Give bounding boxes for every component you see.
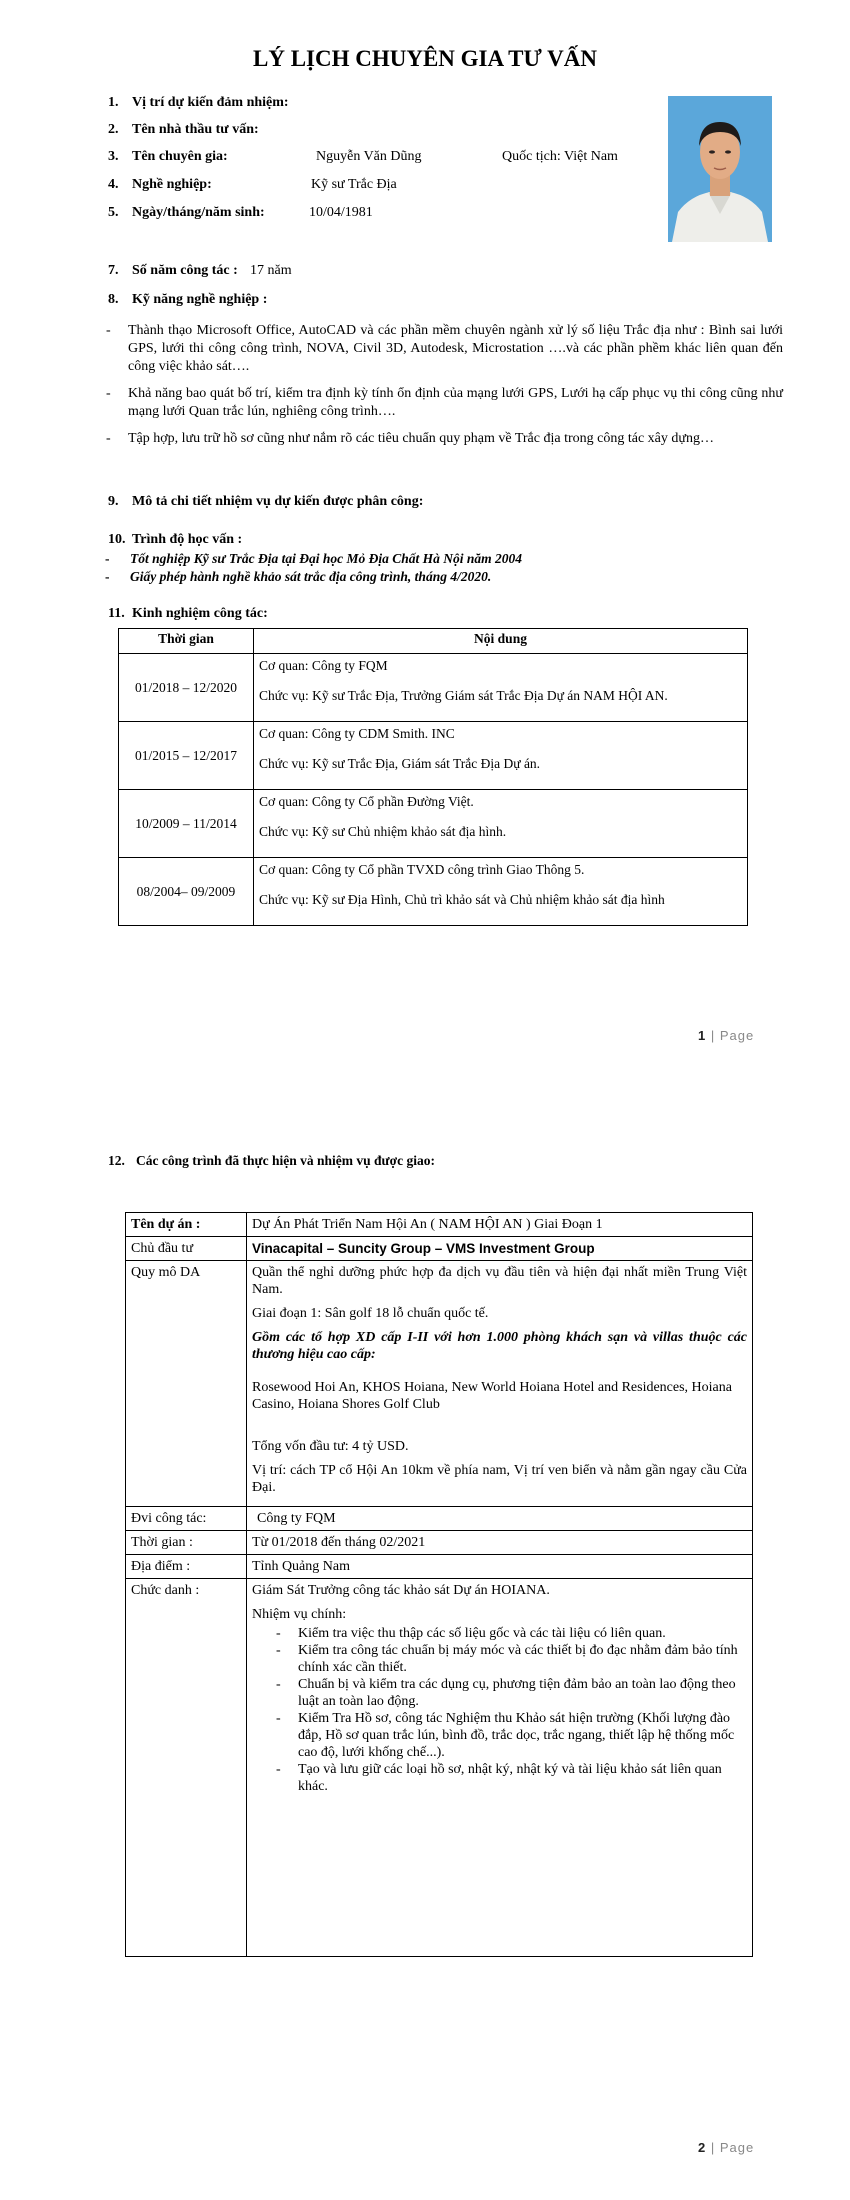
education-item: - Tốt nghiệp Kỹ sư Trắc Địa tại Đại học Mỏ Địa Chất Hà Nội năm 2004 bbox=[105, 551, 522, 566]
duties-content bbox=[247, 1579, 753, 1957]
education-num: 10. bbox=[108, 532, 126, 547]
education-item-text: Tốt nghiệp Kỹ sư Trắc Địa tại Đại học Mỏ Địa Chất Hà Nội năm 2004 bbox=[130, 551, 522, 566]
page-word: Page bbox=[719, 1028, 755, 1043]
field-name-label: Tên chuyên gia: bbox=[132, 149, 228, 164]
table-row bbox=[119, 654, 748, 722]
duties-list bbox=[252, 1625, 747, 1795]
page-number-sep: | bbox=[706, 1028, 720, 1043]
table-row bbox=[126, 1507, 753, 1531]
skill-item: - Khả năng bao quát bố trí, kiểm tra định kỳ tính ổn định của mạng lưới GPS, Lưới hạ cấp phục vụ thi công cũng như mạng lưới Quan trắc lún, nghiêng công trình…. bbox=[128, 385, 783, 421]
scale-spacer bbox=[252, 1420, 747, 1438]
row-content bbox=[254, 722, 748, 790]
table-row bbox=[119, 722, 748, 790]
table-row bbox=[126, 1555, 753, 1579]
row-content bbox=[254, 858, 748, 926]
row-role: Chức vụ: Kỹ sư Trắc Địa, Giám sát Trắc Địa Dự án. bbox=[259, 756, 541, 771]
skills-heading: Kỹ năng nghề nghiệp : bbox=[132, 292, 268, 307]
project-table bbox=[125, 1212, 753, 1957]
scale-text: Tổng vốn đầu tư: 4 tỷ USD. bbox=[252, 1439, 409, 1454]
col-content-header: Nội dung bbox=[254, 629, 748, 654]
duties-label: Nhiệm vụ chính: bbox=[252, 1607, 347, 1622]
row-org: Cơ quan: Công ty Cổ phần TVXD công trình Giao Thông 5. bbox=[259, 862, 585, 877]
row-role: Chức vụ: Kỹ sư Địa Hình, Chủ trì khảo sát và Chủ nhiệm khảo sát địa hình bbox=[259, 892, 665, 907]
title-label: Chức danh : bbox=[126, 1579, 247, 1957]
tasks-heading: Mô tả chi tiết nhiệm vụ dự kiến được phân công: bbox=[132, 494, 424, 509]
field-num: 2. bbox=[108, 122, 119, 137]
experience-table bbox=[118, 628, 748, 926]
years-label: Số năm công tác : bbox=[132, 263, 238, 278]
list-item: - Chuẩn bị và kiểm tra các dụng cụ, phương tiện đảm bảo an toàn lao động theo luật an toàn lao động. bbox=[298, 1676, 747, 1710]
projects-num: 12. bbox=[108, 1153, 125, 1168]
skill-item: - Thành thạo Microsoft Office, AutoCAD và các phần mềm chuyên ngành xử lý số liệu Trắc địa như : Bình sai lưới GPS, lưới thi công công trình, NOVA, Civil 3D, Autodesk, Microstation ….và các phần phềm khác liên quan đến công việc khảo sát…. bbox=[128, 322, 783, 376]
row-org: Cơ quan: Công ty CDM Smith. INC bbox=[259, 726, 455, 741]
skills-num: 8. bbox=[108, 292, 119, 307]
list-item: - Kiểm Tra Hồ sơ, công tác Nghiệm thu Khảo sát hiện trường (Khối lượng đào đắp, Hồ sơ quan trắc lún, bình đồ, trắc dọc, trắc ngang, thiết lập hệ thống mốc cao độ, lưới khống chế...). bbox=[298, 1710, 747, 1761]
page-number-value: 2 bbox=[698, 2140, 707, 2155]
scale-content bbox=[247, 1261, 753, 1507]
owner-label: Chủ đầu tư bbox=[126, 1237, 247, 1261]
table-row bbox=[119, 790, 748, 858]
portrait-photo bbox=[668, 96, 772, 242]
table-row bbox=[126, 1579, 753, 1957]
place-label: Địa điểm : bbox=[126, 1555, 247, 1579]
experience-header-row bbox=[119, 629, 748, 654]
experience-num: 11. bbox=[108, 606, 125, 621]
row-org: Cơ quan: Công ty FQM bbox=[259, 658, 388, 673]
owner-value: Vinacapital – Suncity Group – VMS Investment Group bbox=[247, 1237, 753, 1261]
row-role: Chức vụ: Kỹ sư Chủ nhiệm khảo sát địa hình. bbox=[259, 824, 507, 839]
scale-label: Quy mô DA bbox=[126, 1261, 247, 1507]
unit-label: Đvi công tác: bbox=[126, 1507, 247, 1531]
skills-list bbox=[128, 322, 783, 457]
row-org: Cơ quan: Công ty Cổ phần Đường Việt. bbox=[259, 794, 474, 809]
education-item-text: Giấy phép hành nghề khảo sát trắc địa công trình, tháng 4/2020. bbox=[130, 569, 492, 584]
experience-heading: Kinh nghiệm công tác: bbox=[132, 606, 268, 621]
scale-text: Rosewood Hoi An, KHOS Hoiana, New World Hoiana Hotel and Residences, Hoiana Casino, Hoiana Shores Golf Club bbox=[252, 1380, 732, 1412]
page-word: Page bbox=[719, 2140, 755, 2155]
list-item: - Tạo và lưu giữ các loại hồ sơ, nhật ký, nhật ký và tài liệu khảo sát liên quan khác. bbox=[298, 1761, 747, 1795]
years-value: 17 năm bbox=[250, 263, 292, 278]
field-nationality: Quốc tịch: Việt Nam bbox=[502, 149, 618, 164]
page-number-sep: | bbox=[706, 2140, 720, 2155]
project-label: Tên dự án : bbox=[126, 1213, 247, 1237]
field-num: 5. bbox=[108, 205, 119, 220]
row-time: 08/2004– 09/2009 bbox=[119, 858, 254, 926]
table-row bbox=[126, 1213, 753, 1237]
education-heading: Trình độ học vấn : bbox=[132, 532, 243, 547]
field-num: 3. bbox=[108, 149, 119, 164]
field-profession-value: Kỹ sư Trắc Địa bbox=[311, 177, 397, 192]
row-time: 10/2009 – 11/2014 bbox=[119, 790, 254, 858]
table-row bbox=[126, 1531, 753, 1555]
row-time: 01/2015 – 12/2017 bbox=[119, 722, 254, 790]
unit-value: Công ty FQM bbox=[247, 1507, 753, 1531]
skill-item: - Tập hợp, lưu trữ hồ sơ cũng như nắm rõ các tiêu chuẩn quy phạm về Trắc địa trong công tác xây dựng… bbox=[128, 430, 783, 448]
field-num: 4. bbox=[108, 177, 119, 192]
page-number-value: 1 bbox=[698, 1028, 707, 1043]
field-birthdate-label: Ngày/tháng/năm sinh: bbox=[132, 205, 265, 220]
project-name: Dự Án Phát Triển Nam Hội An ( NAM HỘI AN ) Giai Đoạn 1 bbox=[247, 1213, 753, 1237]
row-content bbox=[254, 654, 748, 722]
scale-text: Quần thể nghỉ dưỡng phức hợp đa dịch vụ đầu tiên và hiện đại nhất miền Trung Việt Nam. bbox=[252, 1265, 747, 1297]
education-item: - Giấy phép hành nghề khảo sát trắc địa công trình, tháng 4/2020. bbox=[105, 569, 492, 584]
row-role: Chức vụ: Kỹ sư Trắc Địa, Trưởng Giám sát Trắc Địa Dự án NAM HỘI AN. bbox=[259, 688, 668, 703]
document-title: LÝ LỊCH CHUYÊN GIA TƯ VẤN bbox=[253, 46, 597, 71]
table-row bbox=[119, 858, 748, 926]
row-time: 01/2018 – 12/2020 bbox=[119, 654, 254, 722]
scale-text: Vị trí: cách TP cổ Hội An 10km về phía nam, Vị trí ven biển và nằm gần ngay cầu Cửa Đại. bbox=[252, 1463, 747, 1495]
col-time-header: Thời gian bbox=[119, 629, 254, 654]
time-value: Từ 01/2018 đến tháng 02/2021 bbox=[247, 1531, 753, 1555]
field-position-label: Vị trí dự kiến đảm nhiệm: bbox=[132, 95, 289, 110]
list-item: - Kiểm tra công tác chuẩn bị máy móc và các thiết bị đo đạc nhằm đảm bảo tính chính xác cần thiết. bbox=[298, 1642, 747, 1676]
field-birthdate-value: 10/04/1981 bbox=[309, 205, 373, 220]
table-row bbox=[126, 1237, 753, 1261]
field-contractor-label: Tên nhà thầu tư vấn: bbox=[132, 122, 259, 137]
place-value: Tỉnh Quảng Nam bbox=[247, 1555, 753, 1579]
scale-highlight: Gồm các tổ hợp XD cấp I-II với hơn 1.000 phòng khách sạn và villas thuộc các thương hiệu cao cấp: bbox=[252, 1330, 747, 1362]
time-label: Thời gian : bbox=[126, 1531, 247, 1555]
tasks-num: 9. bbox=[108, 494, 119, 509]
years-num: 7. bbox=[108, 263, 119, 278]
title-value: Giám Sát Trưởng công tác khảo sát Dự án HOIANA. bbox=[252, 1583, 550, 1598]
field-num: 1. bbox=[108, 95, 119, 110]
row-content bbox=[254, 790, 748, 858]
scale-text: Giai đoạn 1: Sân golf 18 lỗ chuẩn quốc tế. bbox=[252, 1306, 489, 1321]
field-profession-label: Nghề nghiệp: bbox=[132, 177, 212, 192]
field-name-value: Nguyễn Văn Dũng bbox=[316, 149, 422, 164]
table-row bbox=[126, 1261, 753, 1507]
list-item: - Kiểm tra việc thu thập các số liệu gốc và các tài liệu có liên quan. bbox=[298, 1625, 747, 1642]
page-number-2 bbox=[698, 2140, 754, 2155]
projects-heading: Các công trình đã thực hiện và nhiệm vụ được giao: bbox=[136, 1153, 435, 1168]
page-number-1 bbox=[698, 1028, 754, 1043]
